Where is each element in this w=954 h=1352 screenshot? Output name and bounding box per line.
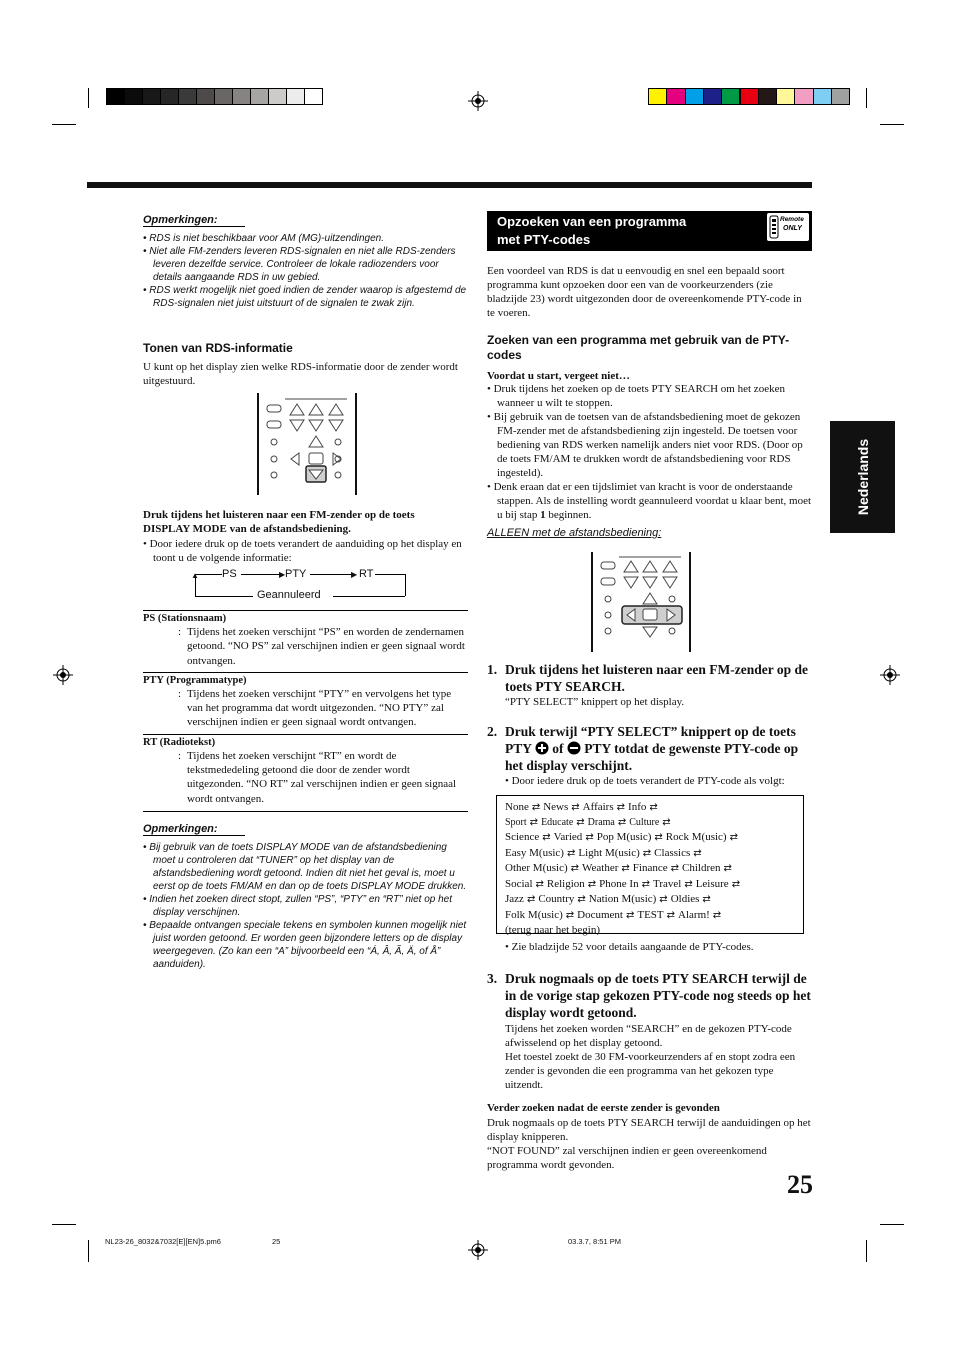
- crop-mark: [880, 1224, 904, 1225]
- def-term-rt: RT (Radiotekst): [143, 736, 216, 748]
- cycle-arrow-icon: ⇄: [617, 816, 627, 828]
- pty-code: Sport: [505, 816, 527, 828]
- further-p2: “NOT FOUND” zal verschijnen indien er geen overeenkomend programma wordt gevonden.: [487, 1145, 767, 1171]
- cycle-arrow-icon: ⇄: [723, 863, 732, 874]
- notes-underline: [143, 835, 245, 836]
- remote-buttons-display-mode: [259, 393, 355, 495]
- pty-code: None: [505, 801, 529, 813]
- pty-code: Children: [682, 862, 721, 874]
- pty-code: TEST: [637, 908, 664, 921]
- color-swatch: [106, 88, 125, 105]
- before-item: • Denk eraan dat er een tijdslimiet van kracht is voor de onderstaande stappen. Als de instelling wordt geannuleerd voordat u klaar bent, moet u bij stap 1 beginnen.: [487, 481, 812, 521]
- note-item: • Bij gebruik van de toets DISPLAY MODE van de afstandsbediening moet u controleren dat “TUNER” op het display van de afstandsbediening wordt getoond. Indien dit niet het geval is, moet u eerst op de toets FM/AM en dan op de toets DISPLAY MODE drukken.: [143, 842, 467, 892]
- badge-text-1: Remote: [780, 216, 804, 223]
- cycle-arrow-icon: ⇄: [662, 816, 671, 828]
- rds-info-intro: U kunt op het display zien welke RDS-informatie door de zender wordt uitgestuurd.: [143, 361, 458, 387]
- notes-block-top: [143, 214, 468, 310]
- cycle-arrow-icon: ⇄: [531, 802, 541, 813]
- crop-mark: [866, 88, 867, 108]
- cycle-arrow-icon: ⇄: [712, 909, 722, 921]
- pty-code-row: [505, 892, 795, 908]
- cycle-arrow-icon: ⇄: [526, 894, 536, 905]
- pty-code: Other M(usic): [505, 862, 568, 874]
- color-swatch: [304, 88, 323, 105]
- def-desc-pty: : Tijdens het zoeken verschijnt “PTY” en vervolgens het type van het programma dat wordt uitgezonden. “NO PTY” zal verschijnen indien er geen signaal wordt ontvangen.: [177, 687, 452, 729]
- step-2: 2. Druk terwijl “PTY SELECT” knippert op de toets PTY of PTY totdat de gewenste PTY-code op het display verschijnt.: [487, 724, 799, 773]
- pty-code-end: (terug naar het begin): [505, 924, 600, 936]
- registration-mark-right: [880, 665, 900, 685]
- color-swatch: [813, 88, 832, 105]
- cycle-arrow-icon: ⇄: [571, 802, 580, 813]
- color-swatch: [232, 88, 251, 105]
- cycle-arrow-icon: ⇄: [566, 847, 576, 859]
- registration-mark-bottom: [468, 1240, 488, 1260]
- pty-code: Social: [505, 877, 533, 890]
- pty-code: Varied: [553, 831, 583, 843]
- pty-code: Phone In: [599, 877, 639, 890]
- further-p1: Druk nogmaals op de toets PTY SEARCH terwijl de aanduidingen op het display knipperen.: [487, 1117, 811, 1143]
- definitions-list: [143, 610, 468, 812]
- color-swatch: [721, 88, 740, 105]
- pty-code-cycle: [496, 795, 804, 934]
- step-2-sub: • Door iedere druk op de toets verandert de PTY-code als volgt:: [505, 775, 785, 787]
- crop-mark: [52, 124, 76, 125]
- pty-code-row: [505, 908, 795, 924]
- note-item: • Bepaalde ontvangen speciale tekens en symbolen kunnen mogelijk niet juist worden getoond. Er worden geen bijzondere letters op de display weergegeven. (Zo kan een “A” bijvoorbeeld een “Á, Â, Ã, Ä, of Å” aanduiden).: [143, 920, 467, 970]
- notes-title: Opmerkingen:: [143, 823, 218, 835]
- crop-mark: [88, 1240, 89, 1262]
- cycle-arrow-icon: ⇄: [666, 909, 676, 921]
- pty-plus-icon: [535, 741, 549, 755]
- color-swatch: [740, 88, 759, 105]
- pty-code: Travel: [652, 877, 682, 890]
- color-swatch: [214, 88, 233, 105]
- pty-code: Country: [538, 893, 575, 905]
- pty-code: Oldies: [670, 893, 700, 905]
- pty-code-row: [505, 800, 795, 816]
- color-swatch: [250, 88, 269, 105]
- def-desc-ps: : Tijdens het zoeken verschijnt “PS” en worden de zendernamen getoond. “NO PS” zal verschijnen indien er geen signaal wordt ontvangen.: [177, 626, 465, 667]
- step-3-p2: Het toestel zoekt de 30 FM-voorkeurzenders af en stopt zodra een zender is gevonden die een programma van het gekozen type uitzendt.: [505, 1051, 796, 1091]
- cycle-arrow-icon: ⇄: [649, 802, 658, 813]
- pty-code: Affairs: [582, 801, 614, 813]
- pty-code: Nation M(usic): [588, 893, 657, 905]
- cycle-arrow-icon: ⇄: [731, 878, 741, 890]
- step-3-p1: Tijdens het zoeken worden “SEARCH” en de gekozen PTY-code afwisselend op het display getoond.: [505, 1023, 792, 1049]
- pty-code: Classics: [654, 846, 691, 859]
- cycle-arrow-icon: ⇄: [585, 832, 594, 843]
- divider: [143, 734, 468, 735]
- pty-code: Leisure: [695, 877, 729, 890]
- note-item: • RDS werkt mogelijk niet goed indien de zender waarop is afgestemd de RDS-signalen niet juist uitstuurt of de signalen te zwak zijn.: [143, 285, 467, 309]
- step-2-after: • Zie bladzijde 52 voor details aangaande de PTY-codes.: [505, 941, 754, 953]
- language-tab: [830, 421, 895, 533]
- color-swatch: [124, 88, 143, 105]
- crop-mark: [866, 1240, 867, 1262]
- cycle-arrow-icon: ⇄: [642, 847, 652, 859]
- pty-code: Easy M(usic): [505, 846, 564, 859]
- cycle-arrow-icon: ⇄: [565, 909, 575, 921]
- pty-code: Document: [577, 908, 623, 921]
- pty-intro: Een voordeel van RDS is dat u eenvoudig en snel een bepaald soort programma kunt opzoeken door een van de voorkeurzenders (zie bladzijde 23) wordt uitgezonden door de overeenkomende PTY-code in te voeren.: [487, 265, 802, 319]
- pty-code: Alarm!: [678, 908, 710, 921]
- rds-cycle-diagram: PS ▶ PTY ▶ RT Geannuleerd ▲: [195, 568, 410, 600]
- pty-code: Rock M(usic): [665, 831, 727, 843]
- pty-subheading: Zoeken van een programma met gebruik van de PTY-codes: [487, 333, 790, 362]
- cycle-arrow-icon: ⇄: [542, 832, 551, 843]
- cycle-arrow-icon: ⇄: [576, 816, 585, 828]
- cycle-arrow-icon: ⇄: [729, 832, 738, 843]
- pty-code: Religion: [546, 877, 585, 890]
- section-title-line2: met PTY-codes: [497, 232, 591, 247]
- pty-code: Folk M(usic): [505, 908, 563, 921]
- divider: [143, 610, 468, 611]
- rds-info-heading: Tonen van RDS-informatie: [143, 341, 293, 355]
- pty-code: Culture: [629, 816, 660, 828]
- cycle-arrow-icon: ⇄: [641, 878, 650, 890]
- color-swatch: [685, 88, 704, 105]
- before-list: [487, 382, 812, 522]
- cycle-arrow-icon: ⇄: [659, 894, 668, 905]
- cycle-arrow-icon: ⇄: [702, 894, 711, 905]
- divider: [143, 672, 468, 673]
- notes-title: Opmerkingen:: [143, 214, 218, 226]
- color-swatch: [648, 88, 667, 105]
- color-swatch: [178, 88, 197, 105]
- cycle-arrow-icon: ⇄: [670, 863, 679, 874]
- note-item: • Niet alle FM-zenders leveren RDS-signalen en niet alle RDS-zenders leveren dezelfde service. Controleer de lokale radiozenders voor details aangaande RDS in uw gebied.: [143, 246, 456, 283]
- crop-mark: [88, 88, 89, 108]
- pty-code-row: [505, 877, 795, 893]
- def-term-pty: PTY (Programmatype): [143, 674, 247, 686]
- divider: [143, 811, 468, 812]
- section-header: [487, 211, 812, 251]
- cycle-arrow-icon: ⇄: [587, 878, 597, 890]
- pty-code: Finance: [632, 862, 668, 874]
- cycle-arrow-icon: ⇄: [693, 847, 702, 859]
- color-swatch: [268, 88, 287, 105]
- cycle-pty: PTY: [285, 568, 307, 580]
- cycle-arrow-icon: ⇄: [570, 863, 580, 874]
- cycle-arrow-icon: ⇄: [616, 802, 626, 813]
- pty-minus-icon: [567, 741, 581, 755]
- color-swatch: [160, 88, 179, 105]
- cycle-rt: RT: [359, 568, 374, 580]
- pty-code: Light M(usic): [578, 846, 640, 859]
- before-item: • Druk tijdens het zoeken op de toets PTY SEARCH om het zoeken wanneer u wilt te stoppen.: [487, 383, 785, 409]
- footer-page: 25: [272, 1237, 281, 1246]
- cycle-arrow-icon: ⇄: [577, 894, 586, 905]
- color-swatch: [794, 88, 813, 105]
- before-title: Voordat u start, vergeet niet…: [487, 370, 630, 382]
- remote-control-diagram: [257, 393, 357, 495]
- pty-code: Weather: [582, 862, 619, 874]
- note-item: • Indien het zoeken direct stopt, zullen “PS”, “PTY” en “RT” niet op het display verschijnen.: [143, 894, 453, 918]
- cycle-arrow-icon: ⇄: [529, 816, 539, 828]
- registration-mark-left: [53, 665, 73, 685]
- top-rule: [87, 182, 812, 188]
- language-tab-label: Nederlands: [854, 438, 871, 516]
- remote-control-diagram: [591, 552, 691, 652]
- step-1-sub: “PTY SELECT” knippert op het display.: [505, 696, 685, 708]
- section-title-line1: Opzoeken van een programma: [497, 214, 687, 229]
- cycle-arrow-icon: ⇄: [625, 909, 635, 921]
- page-number: 25: [787, 1170, 813, 1199]
- pty-code: Info: [628, 801, 647, 813]
- color-swatch: [776, 88, 795, 105]
- pty-code: News: [543, 801, 569, 813]
- crop-mark: [52, 1224, 76, 1225]
- cycle-cancel: Geannuleerd: [257, 589, 321, 601]
- further-title: Verder zoeken nadat de eerste zender is gevonden: [487, 1102, 720, 1114]
- def-term-ps: PS (Stationsnaam): [143, 613, 227, 624]
- def-desc-rt: : Tijdens het zoeken verschijnt “RT” en wordt de tekstmededeling getoond die door de zender wordt uitgezonden. “NO RT” zal verschijnen indien er geen signaal wordt ontvangen.: [177, 749, 457, 805]
- step-3: 3. Druk nogmaals op de toets PTY SEARCH terwijl de in de vorige stap gekozen PTY-code nog steeds op het display wordt getoond.: [487, 971, 811, 1020]
- pty-code: Jazz: [505, 893, 524, 905]
- pty-code-row: [505, 861, 795, 877]
- registration-mark-top: [468, 91, 488, 111]
- pty-code: Science: [505, 831, 540, 843]
- color-swatch: [831, 88, 850, 105]
- remote-only-badge: [767, 213, 809, 241]
- before-item: • Bij gebruik van de toetsen van de afstandsbediening moet de gekozen FM-zender met de afstandsbediening zijn ingesteld. De toetsen voor bediening van RDS werken namelijk anders niet voor RDS. (Door op de toets FM/AM te drukken wordt de afstandsbediening voor RDS ingesteld).: [487, 411, 803, 479]
- pty-code-row: [505, 830, 795, 846]
- cycle-arrow-icon: ⇄: [654, 832, 663, 843]
- cycle-arrow-icon: ⇄: [684, 878, 693, 890]
- crop-mark: [880, 124, 904, 125]
- badge-text-2: ONLY: [783, 225, 802, 232]
- notes-underline: [143, 226, 245, 227]
- remote-buttons-pty: [593, 552, 689, 652]
- pty-code-row: [505, 816, 795, 831]
- pty-code: Drama: [587, 816, 615, 828]
- cycle-ps: PS: [222, 568, 237, 580]
- display-mode-instruction: Druk tijdens het luisteren naar een FM-zender op de toets DISPLAY MODE van de afstandsbediening.: [143, 509, 415, 535]
- color-swatch: [703, 88, 722, 105]
- color-swatch: [142, 88, 161, 105]
- color-swatch: [286, 88, 305, 105]
- display-mode-bullet: • Door iedere druk op de toets verandert de aanduiding op het display en toont u de volgende informatie:: [143, 538, 462, 564]
- pty-code: Educate: [541, 816, 574, 828]
- pty-code: Pop M(usic): [596, 831, 652, 843]
- color-swatch: [758, 88, 777, 105]
- color-swatch: [196, 88, 215, 105]
- remote-icon: [769, 215, 779, 239]
- note-item: • RDS is niet beschikbaar voor AM (MG)-uitzendingen.: [143, 233, 385, 244]
- step-1: 1. Druk tijdens het luisteren naar een FM-zender op de toets PTY SEARCH.: [487, 662, 808, 694]
- cycle-arrow-icon: ⇄: [535, 878, 544, 890]
- cycle-arrow-icon: ⇄: [621, 863, 630, 874]
- footer-date: 03.3.7, 8:51 PM: [568, 1237, 621, 1246]
- footer-file: NL23-26_8032&7032[E][EN]5.pm6: [105, 1237, 221, 1246]
- pty-code-row: [505, 846, 795, 862]
- color-swatch: [666, 88, 685, 105]
- notes-block-bottom: [143, 823, 468, 971]
- remote-only-label: ALLEEN met de afstandsbediening:: [487, 527, 662, 539]
